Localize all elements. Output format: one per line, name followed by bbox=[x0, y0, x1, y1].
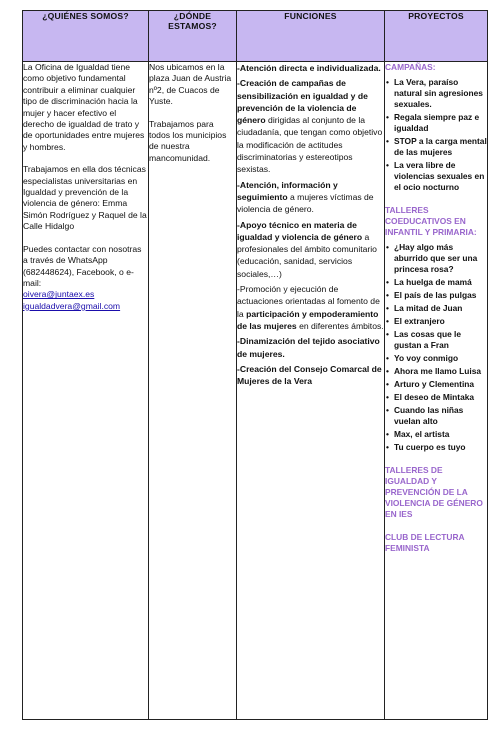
funcion-item: -Dinamización del tejido asociativo de mujeres. bbox=[237, 336, 380, 359]
taller-item: • El deseo de Mintaka bbox=[394, 392, 487, 403]
funcion-item: -Apoyo técnico en materia de igualdad y violencia de género a profesionales del ámbito comunitario (educación, sanidad, servicios sociales,…) bbox=[237, 219, 377, 279]
cell-funciones bbox=[237, 62, 385, 720]
taller-item: • El país de las pulgas bbox=[394, 290, 487, 301]
header-row bbox=[23, 11, 488, 62]
talleres-ies-title: TALLERES DE IGUALDAD Y PREVENCIÓN DE LA VIOLENCIA DE GÉNERO EN IES bbox=[385, 465, 483, 519]
campana-item: • STOP a la carga mental de las mujeres bbox=[394, 136, 487, 158]
header-donde: ¿DÓNDE ESTAMOS? bbox=[149, 11, 237, 62]
funcion-item: -Creación de campañas de sensibilización en igualdad y de prevención de la violencia de género dirigidas al conjunto de la ciudadanía, que tengan como objetivo la modificación de actitudes discriminatorias y estereotipos sexistas. bbox=[237, 78, 383, 175]
funcion-item: -Creación del Consejo Comarcal de Mujeres de la Vera bbox=[237, 363, 382, 387]
taller-item: • La huelga de mamá bbox=[394, 277, 487, 288]
quienes-contact: Puedes contactar con nosotras a través de WhatsApp (682448624), Facebook, o e-mail: bbox=[23, 243, 142, 288]
taller-item: • Las cosas que le gustan a Fran bbox=[394, 329, 487, 351]
taller-item: • Ahora me llamo Luisa bbox=[394, 366, 487, 377]
donde-scope: Trabajamos para todos los municipios de nuestra mancomunidad. bbox=[149, 118, 227, 163]
taller-item: • La mitad de Juan bbox=[394, 303, 487, 314]
cell-quienes bbox=[23, 62, 149, 720]
taller-item: • El extranjero bbox=[394, 316, 487, 327]
club-lectura-title: CLUB DE LECTURA FEMINISTA bbox=[385, 532, 465, 553]
info-table bbox=[22, 10, 488, 720]
email-link-gmail[interactable]: igualdadvera@gmail.com bbox=[23, 300, 121, 311]
content-row bbox=[23, 62, 488, 720]
email-link-juntaex[interactable]: oivera@juntaex.es bbox=[23, 289, 95, 300]
campana-item: • Regala siempre paz e igualdad bbox=[394, 112, 487, 134]
funcion-item: -Atención, información y seguimiento a mujeres víctimas de violencia de género. bbox=[237, 179, 374, 215]
quienes-intro: La Oficina de Igualdad tiene como objetivo fundamental contribuir a eliminar cualquier tipo de discriminación hacia la mujer y hacer efectivo el derecho de igualdad de trato y de oportunidades entre mujeres y hombres. bbox=[23, 62, 145, 152]
donde-location: Nos ubicamos en la plaza Juan de Austria nº2, de Cuacos de Yuste. bbox=[149, 62, 232, 107]
talleres-title: TALLERES COEDUCATIVOS EN INFANTIL Y PRIMARIA: bbox=[385, 205, 477, 237]
quienes-team: Trabajamos en ella dos técnicas especialistas universitarias en Igualdad y prevención de la violencia de género: Emma Simón Rodríguez y Raquel de la Calle Hidalgo bbox=[23, 164, 147, 232]
taller-item: • Arturo y Clementina bbox=[394, 379, 487, 390]
campanas-list bbox=[385, 77, 487, 193]
talleres-list bbox=[385, 242, 487, 453]
taller-item: • ¿Hay algo más aburrido que ser una princesa rosa? bbox=[394, 242, 487, 275]
campana-item: • La vera libre de violencias sexuales en el ocio nocturno bbox=[394, 160, 487, 193]
header-proyectos: PROYECTOS bbox=[385, 11, 488, 62]
cell-donde bbox=[149, 62, 237, 720]
funcion-item: -Promoción y ejecución de actuaciones orientadas al fomento de la participación y empoderamiento de las mujeres en diferentes ámbitos. bbox=[237, 284, 384, 331]
taller-item: • Yo voy conmigo bbox=[394, 353, 487, 364]
taller-item: • Cuando las niñas vuelan alto bbox=[394, 405, 487, 427]
header-funciones: FUNCIONES bbox=[237, 11, 385, 62]
header-quienes: ¿QUIÉNES SOMOS? bbox=[23, 11, 149, 62]
cell-proyectos bbox=[385, 62, 488, 720]
campanas-title: CAMPAÑAS: bbox=[385, 62, 436, 72]
taller-item: • Tu cuerpo es tuyo bbox=[394, 442, 487, 453]
taller-item: • Max, el artista bbox=[394, 429, 487, 440]
funcion-item: -Atención directa e individualizada. bbox=[237, 63, 381, 73]
campana-item: • La Vera, paraíso natural sin agresiones sexuales. bbox=[394, 77, 487, 110]
